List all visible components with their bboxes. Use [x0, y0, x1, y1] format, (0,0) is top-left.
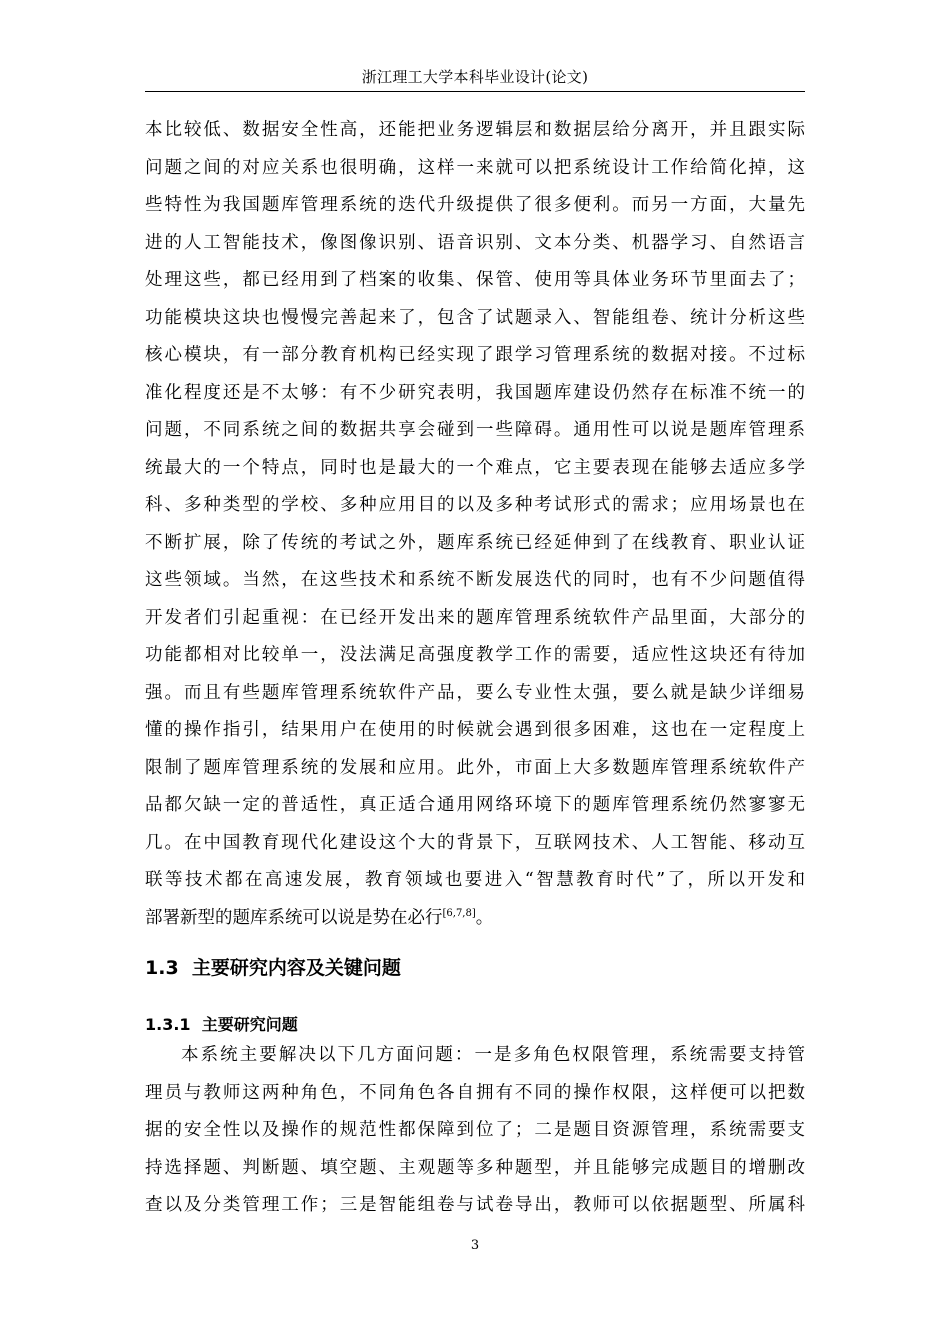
text-line: 问题之间的对应关系也很明确，这样一来就可以把系统设计工作给简化掉，这 — [145, 157, 805, 178]
subsection-title: 主要研究问题 — [201, 1015, 298, 1034]
paragraph-1 — [145, 112, 805, 937]
text-line: 限制了题库管理系统的发展和应用。此外，市面上大多数题库管理系统软件产 — [145, 757, 805, 778]
text-line: 几。在中国教育现代化建设这个大的背景下，互联网技术、人工智能、移动互 — [145, 832, 805, 853]
text-line: 品都欠缺一定的普适性，真正适合通用网络环境下的题库管理系统仍然寥寥无 — [145, 795, 805, 815]
page-number: 3 — [470, 1238, 480, 1253]
paragraph-2 — [145, 1037, 805, 1225]
citation-superscript[interactable]: [6,7,8] — [442, 907, 476, 919]
text-line: 理员与教师这两种角色，不同角色各自拥有不同的操作权限，这样便可以把数 — [145, 1082, 805, 1103]
text-line: 进的人工智能技术，像图像识别、语音识别、文本分类、机器学习、自然语言 — [145, 232, 805, 253]
text-line: 功能模块这块也慢慢完善起来了，包含了试题录入、智能组卷、统计分析这些 — [145, 307, 805, 328]
text-line: 强。而且有些题库管理系统软件产品，要么专业性太强，要么就是缺少详细易 — [145, 682, 805, 703]
text-line: 本系统主要解决以下几方面问题：一是多角色权限管理，系统需要支持管 — [181, 1045, 805, 1065]
text-line-last-body: 部署新型的题库系统可以说是势在必行 — [145, 907, 443, 928]
text-line: 准化程度还是不太够：有不少研究表明，我国题库建设仍然存在标准不统一的 — [145, 382, 805, 403]
running-header: 浙江理工大学本科毕业设计(论文) — [361, 68, 589, 86]
text-line: 些特性为我国题库管理系统的迭代升级提供了很多便利。而另一方面，大量先 — [145, 195, 805, 215]
text-line: 据的安全性以及操作的规范性都保障到位了；二是题目资源管理，系统需要支 — [145, 1120, 805, 1140]
section-title: 主要研究内容及关键问题 — [191, 957, 401, 979]
end-punctuation: 。 — [475, 907, 494, 928]
text-line: 联等技术都在高速发展，教育领域也要进入“智慧教育时代”了，所以开发和 — [145, 870, 805, 890]
text-line-last — [145, 900, 805, 938]
text-line: 不断扩展，除了传统的考试之外，题库系统已经延伸到了在线教育、职业认证 — [145, 532, 805, 553]
text-line: 问题，不同系统之间的数据共享会碰到一些障碍。通用性可以说是题库管理系 — [145, 420, 805, 440]
text-line: 处理这些，都已经用到了档案的收集、保管、使用等具体业务环节里面去了； — [145, 270, 805, 290]
text-line: 统最大的一个特点，同时也是最大的一个难点，它主要表现在能够去适应多学 — [145, 457, 805, 478]
text-line: 开发者们引起重视：在已经开发出来的题库管理系统软件产品里面，大部分的 — [145, 607, 805, 628]
text-line: 科、多种类型的学校、多种应用目的以及多种考试形式的需求；应用场景也在 — [145, 495, 805, 515]
section-heading — [145, 953, 401, 980]
header-rule — [145, 91, 805, 92]
subsection-heading — [145, 1012, 298, 1035]
text-line: 持选择题、判断题、填空题、主观题等多种题型，并且能够完成题目的增删改 — [145, 1157, 805, 1178]
subsection-number: 1.3.1 — [145, 1015, 191, 1034]
section-number: 1.3 — [145, 957, 179, 979]
text-line: 这些领域。当然，在这些技术和系统不断发展迭代的同时，也有不少问题值得 — [145, 570, 805, 590]
text-line: 查以及分类管理工作；三是智能组卷与试卷导出，教师可以依据题型、所属科 — [145, 1195, 805, 1215]
text-line: 本比较低、数据安全性高，还能把业务逻辑层和数据层给分离开，并且跟实际 — [145, 120, 805, 140]
text-line: 核心模块，有一部分教育机构已经实现了跟学习管理系统的数据对接。不过标 — [145, 345, 805, 365]
text-line: 功能都相对比较单一，没法满足高强度教学工作的需要，适应性这块还有待加 — [145, 645, 805, 665]
text-line: 懂的操作指引，结果用户在使用的时候就会遇到很多困难，这也在一定程度上 — [145, 720, 805, 740]
